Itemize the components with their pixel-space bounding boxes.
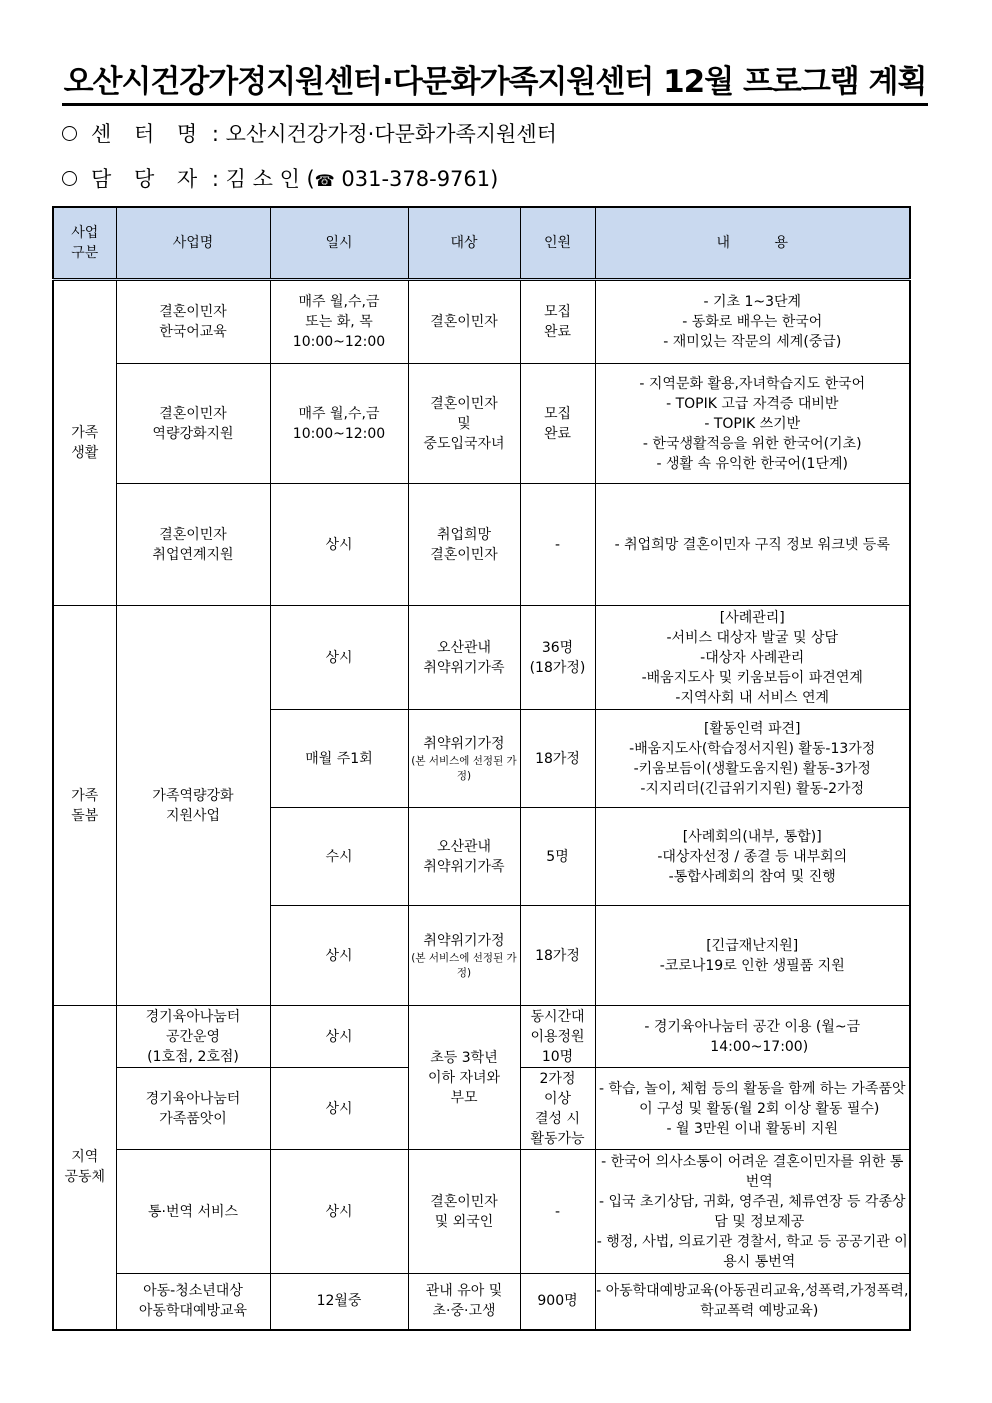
- schedule-cell: 상시: [270, 484, 408, 606]
- table-row: [53, 1006, 910, 1068]
- table-row: [53, 280, 910, 364]
- count-cell: -: [520, 1150, 595, 1274]
- target-cell: 취약위기가정 (본 서비스에 선정된 가정): [408, 710, 520, 808]
- program-cell-family-strength: 가족역량강화 지원사업: [116, 606, 270, 1006]
- count-cell: 동시간대 이용정원 10명: [520, 1006, 595, 1068]
- program-schedule-table: [52, 206, 911, 1331]
- program-cell: 경기육아나눔터 공간운영 (1호점, 2호점): [116, 1006, 270, 1068]
- program-cell: 결혼이민자 취업연계지원: [116, 484, 270, 606]
- target-cell-nanum: 초등 3학년 이하 자녀와 부모: [408, 1006, 520, 1150]
- center-name: 오산시건강가정·다문화가족지원센터: [225, 122, 557, 146]
- content-cell: [활동인력 파견] -배움지도사(학습정서지원) 활동-13가정 -키움보듬이(생활도움지원) 활동-3가정 -지지리더(긴급위기지원) 활동-2가정: [595, 710, 910, 808]
- table-row: [53, 606, 910, 710]
- program-cell: 결혼이민자 한국어교육: [116, 280, 270, 364]
- count-cell: 5명: [520, 808, 595, 906]
- schedule-cell: 상시: [270, 1068, 408, 1150]
- target-cell: 결혼이민자 및 외국인: [408, 1150, 520, 1274]
- table-header-row: [53, 207, 910, 280]
- target-cell: 오산관내 취약위기가족: [408, 808, 520, 906]
- header-schedule: 일시: [270, 207, 408, 280]
- schedule-cell: 상시: [270, 1006, 408, 1068]
- content-cell: - 지역문화 활용,자녀학습지도 한국어 - TOPIK 고급 자격증 대비반 - TOPIK 쓰기반 - 한국생활적응을 위한 한국어(기초) - 생활 속 유익한 한국어(1단계): [595, 364, 910, 484]
- table-row: [53, 1150, 910, 1274]
- content-cell: - 경기육아나눔터 공간 이용 (월~금 14:00~17:00): [595, 1006, 910, 1068]
- schedule-cell: 수시: [270, 808, 408, 906]
- category-family-care: 가족 돌봄: [53, 606, 116, 1006]
- header-content: 내 용: [595, 207, 910, 280]
- program-cell: 통·번역 서비스: [116, 1150, 270, 1274]
- count-cell: -: [520, 484, 595, 606]
- content-cell: [사례관리] -서비스 대상자 발굴 및 상담 -대상자 사례관리 -배움지도사 및 키움보듬이 파견연계 -지역사회 내 서비스 연계: [595, 606, 910, 710]
- phone-icon: ☎: [314, 171, 335, 190]
- count-cell: 18가정: [520, 710, 595, 808]
- content-cell: - 아동학대예방교육(아동권리교육,성폭력,가정폭력,학교폭력 예방교육): [595, 1274, 910, 1330]
- page-title: 오산시건강가정지원센터·다문화가족지원센터 12월 프로그램 계획: [63, 64, 927, 100]
- table-row: [53, 364, 910, 484]
- circle-bullet-icon: [62, 126, 77, 141]
- schedule-cell: 매주 월,수,금 10:00~12:00: [270, 364, 408, 484]
- center-info: 센 터 명 : 오산시건강가정·다문화가족지원센터: [62, 119, 557, 149]
- target-cell: 관내 유아 및 초·중·고생: [408, 1274, 520, 1330]
- manager-name: 김 소 인: [225, 167, 300, 191]
- schedule-cell: 상시: [270, 1150, 408, 1274]
- schedule-cell: 상시: [270, 906, 408, 1006]
- center-label: 센 터 명: [91, 122, 206, 146]
- target-cell: 결혼이민자 및 중도입국자녀: [408, 364, 520, 484]
- target-cell: 오산관내 취약위기가족: [408, 606, 520, 710]
- content-cell: - 한국어 의사소통이 어려운 결혼이민자를 위한 통번역 - 입국 초기상담, 귀화, 영주권, 체류연장 등 각종상담 및 정보제공 - 행정, 사법, 의료기관 경찰서, 학교 등 공공기관 이용시 통번역: [595, 1150, 910, 1274]
- content-cell: [긴급재난지원] -코로나19로 인한 생필품 지원: [595, 906, 910, 1006]
- schedule-cell: 매월 주1회: [270, 710, 408, 808]
- content-cell: - 학습, 놀이, 체험 등의 활동을 함께 하는 가족품앗이 구성 및 활동(월 2회 이상 활동 필수) - 월 3만원 이내 활동비 지원: [595, 1068, 910, 1150]
- content-cell: [사례회의(내부, 통합)] -대상자선정 / 종결 등 내부회의 -통합사례회의 참여 및 진행: [595, 808, 910, 906]
- table-row: [53, 1274, 910, 1330]
- title-underline: [62, 103, 928, 106]
- schedule-cell: 매주 월,수,금 또는 화, 목 10:00~12:00: [270, 280, 408, 364]
- content-cell: - 취업희망 결혼이민자 구직 정보 워크넷 등록: [595, 484, 910, 606]
- table-row: [53, 484, 910, 606]
- category-community: 지역 공동체: [53, 1006, 116, 1330]
- program-cell: 결혼이민자 역량강화지원: [116, 364, 270, 484]
- category-family-life: 가족 생활: [53, 280, 116, 606]
- schedule-cell: 12월중: [270, 1274, 408, 1330]
- target-cell: 취업희망 결혼이민자: [408, 484, 520, 606]
- manager-label: 담 당 자: [91, 167, 206, 191]
- circle-bullet-icon: [62, 171, 77, 186]
- manager-info: 담 당 자 : 김 소 인 (☎ 031-378-9761): [62, 164, 498, 196]
- count-cell: 모집 완료: [520, 280, 595, 364]
- program-cell: 경기육아나눔터 가족품앗이: [116, 1068, 270, 1150]
- header-count: 인원: [520, 207, 595, 280]
- phone-number: 031-378-9761: [341, 167, 491, 191]
- header-target: 대상: [408, 207, 520, 280]
- count-cell: 모집 완료: [520, 364, 595, 484]
- target-cell: 취약위기가정 (본 서비스에 선정된 가정): [408, 906, 520, 1006]
- count-cell: 2가정 이상 결성 시 활동가능: [520, 1068, 595, 1150]
- count-cell: 18가정: [520, 906, 595, 1006]
- content-cell: - 기초 1~3단계 - 동화로 배우는 한국어 - 재미있는 작문의 세계(중급): [595, 280, 910, 364]
- count-cell: 900명: [520, 1274, 595, 1330]
- header-category: 사업 구분: [53, 207, 116, 280]
- target-cell: 결혼이민자: [408, 280, 520, 364]
- program-cell: 아동-청소년대상 아동학대예방교육: [116, 1274, 270, 1330]
- header-program: 사업명: [116, 207, 270, 280]
- count-cell: 36명 (18가정): [520, 606, 595, 710]
- schedule-cell: 상시: [270, 606, 408, 710]
